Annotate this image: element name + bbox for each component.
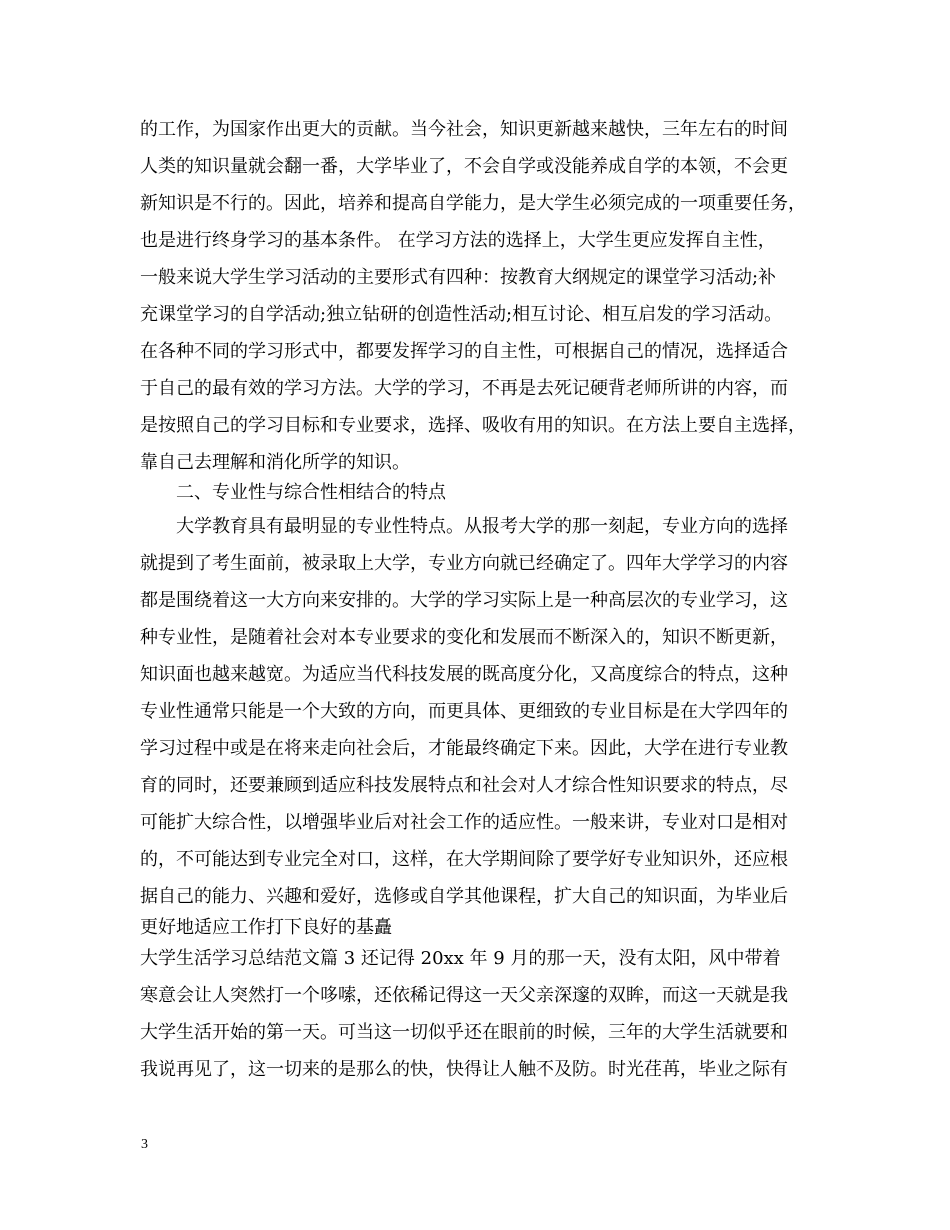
text-line: 学习过程中或是在将来走向社会后，才能最终确定下来。因此，大学在进行专业教: [140, 738, 788, 759]
text-line: 可能扩大综合性，以增强毕业后对社会工作的适应性。一般来讲，专业对口是相对: [140, 812, 788, 833]
text-line: 育的同时，还要兼顾到适应科技发展特点和社会对人才综合性知识要求的特点，尽: [140, 775, 788, 796]
text-line: 的，不可能达到专业完全对口，这样，在大学期间除了要学好专业知识外，还应根: [140, 849, 788, 870]
text-line: 据自己的能力、兴趣和爱好，选修或自学其他课程，扩大自己的知识面，为毕业后: [140, 886, 788, 907]
text-line: 是按照自己的学习目标和专业要求，选择、吸收有用的知识。在方法上要自主选择，: [140, 415, 806, 436]
section-heading: 二、专业性与综合性相结合的特点: [176, 482, 446, 503]
text-line: 大学生活开始的第一天。可当这一切似乎还在眼前的时候，三年的大学生活就要和: [140, 1022, 788, 1043]
text-line: 大学教育具有最明显的专业性特点。从报考大学的那一刻起，专业方向的选择: [176, 516, 788, 537]
text-line: 充课堂学习的自学活动;独立钻研的创造性活动;相互讨论、相互启发的学习活动。: [140, 304, 783, 325]
text-line: 都是围绕着这一大方向来安排的。大学的学习实际上是一种高层次的专业学习，这: [140, 590, 788, 611]
text-line: 的工作，为国家作出更大的贡献。当今社会，知识更新越来越快，三年左右的时间: [140, 119, 788, 140]
text-line: 人类的知识量就会翻一番，大学毕业了，不会自学或没能养成自学的本领，不会更: [140, 156, 788, 177]
text-line: 一般来说大学生学习活动的主要形式有四种：按教育大纲规定的课堂学习活动;补: [140, 267, 777, 288]
text-line: 寒意会让人突然打一个哆嗦，还依稀记得这一天父亲深邃的双眸，而这一天就是我: [140, 985, 788, 1006]
text-line: 也是进行终身学习的基本条件。 在学习方法的选择上，大学生更应发挥自主性，: [140, 230, 776, 251]
text-line: 专业性通常只能是一个大致的方向，而更具体、更细致的专业目标是在大学四年的: [140, 701, 788, 722]
page-number: 3: [141, 1137, 148, 1152]
text-line: 就提到了考生面前，被录取上大学，专业方向就已经确定了。四年大学学习的内容: [140, 553, 788, 574]
text-line: 靠自己去理解和消化所学的知识。: [140, 452, 410, 473]
text-line: 更好地适应工作打下良好的基矗: [140, 917, 392, 938]
text-line: 种专业性，是随着社会对本专业要求的变化和发展而不断深入的，知识不断更新，: [140, 627, 788, 648]
text-line: 知识面也越来越宽。为适应当代科技发展的既高度分化，又高度综合的特点，这种: [140, 664, 788, 685]
text-line: 我说再见了，这一切来的是那么的快，快得让人触不及防。时光荏苒，毕业之际有: [140, 1059, 788, 1080]
text-line: 在各种不同的学习形式中，都要发挥学习的自主性，可根据自己的情况，选择适合: [140, 341, 788, 362]
section-title-line: 大学生活学习总结范文篇 3 还记得 20xx 年 9 月的那一天，没有太阳，风中带着: [140, 948, 781, 969]
text-line: 于自己的最有效的学习方法。大学的学习，不再是去死记硬背老师所讲的内容，而: [140, 378, 788, 399]
text-line: 新知识是不行的。因此，培养和提高自学能力，是大学生必须完成的一项重要任务，: [140, 193, 806, 214]
